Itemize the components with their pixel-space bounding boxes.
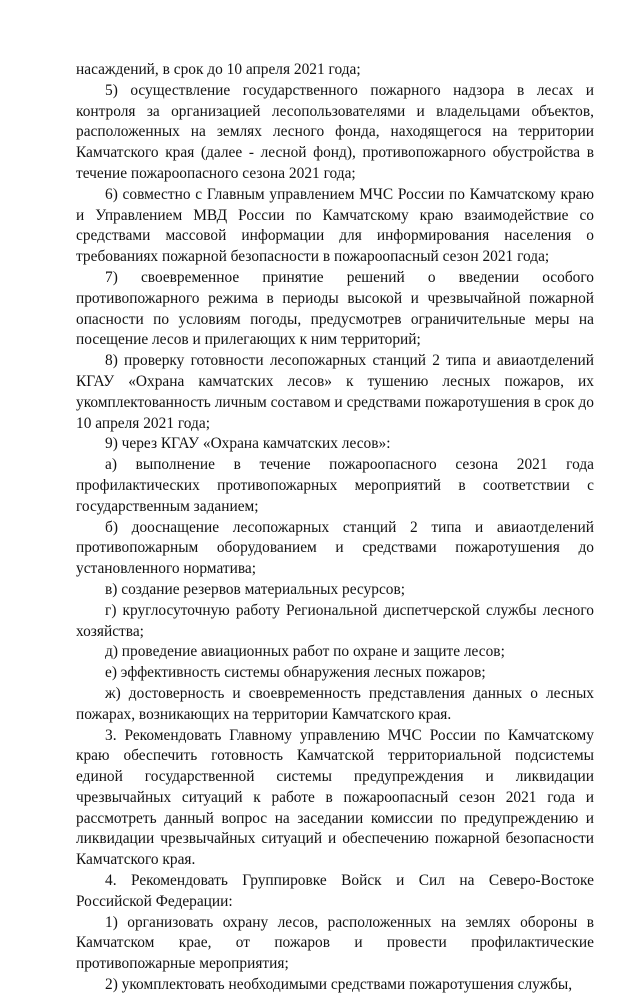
paragraph-subitem-v: в) создание резервов материальных ресурсов;: [105, 580, 406, 598]
paragraph-item-9: 9) через КГАУ «Охрана камчатских лесов»:: [105, 435, 391, 453]
paragraph-item-8: 8) проверку готовности лесопожарных станций 2 типа и авиаотделений КГАУ «Охрана камчатских лесов» к тушению лесных пожаров, их укомплектованность личным составом и средствами пожаротушения в срок до 10 апреля 2021 года;: [76, 352, 594, 432]
paragraph-subitem-e: е) эффективность системы обнаружения лесных пожаров;: [105, 664, 486, 682]
paragraph-section-4-item-2: 2) укомплектовать необходимыми средствами пожаротушения службы,: [105, 976, 573, 994]
paragraph-section-4-item-1: 1) организовать охрану лесов, расположенных на землях обороны в Камчатском крае, от пожаров и провести профилактические противопожарные мероприятия;: [76, 913, 594, 973]
paragraph-section-3: 3. Рекомендовать Главному управлению МЧС России по Камчатскому краю обеспечить готовность Камчатской территориальной подсистемы единой государственной системы предупреждения и ликвидации чрезвычайных ситуаций к работе в пожароопасный сезон 2021 года и рассмотреть данный вопрос на заседании комиссии по предупреждению и ликвидации чрезвычайных ситуаций и обеспечению пожарной безопасности Камчатского края.: [76, 726, 594, 869]
paragraph-subitem-g: г) круглосуточную работу Региональной диспетчерской службы лесного хозяйства;: [76, 601, 594, 640]
paragraph-section-4: 4. Рекомендовать Группировке Войск и Сил на Северо-Востоке Российской Федерации:: [76, 872, 594, 910]
paragraph-item-6: 6) совместно с Главным управлением МЧС России по Камчатскому краю и Управлением МВД России по Камчатскому краю взаимодействие со средствами массовой информации для информирования населения о требованиях пожарной безопасности в пожароопасный сезон 2021 года;: [76, 185, 594, 266]
paragraph-item-5: 5) осуществление государственного пожарного надзора в лесах и контроля за организацией лесопользователями и владельцами объектов, расположенных на землях лесного фонда, находящегося на территории Камчатского края (далее - лесной фонд), противопожарного обустройства в течение пожароопасного сезона 2021 года;: [76, 81, 594, 182]
paragraph-subitem-d: д) проведение авиационных работ по охране и защите лесов;: [105, 643, 505, 661]
paragraph-subitem-a: а) выполнение в течение пожароопасного сезона 2021 года профилактических противопожарных мероприятий в соответствии с государственным заданием;: [76, 456, 594, 515]
paragraph-subitem-zh: ж) достоверность и своевременность представления данных о лесных пожарах, возникающих на территории Камчатского края.: [76, 684, 594, 723]
document-page: [76, 60, 594, 996]
paragraph-item-7: 7) своевременное принятие решений о введении особого противопожарного режима в периоды высокой и чрезвычайной пожарной опасности по условиям погоды, предусмотрев ограничительные меры на посещение лесов и прилегающих к ним территорий;: [76, 268, 594, 349]
paragraph-subitem-b: б) дооснащение лесопожарных станций 2 типа и авиаотделений противопожарным оборудованием и средствами пожаротушения до установленного норматива;: [76, 518, 594, 578]
paragraph-1: насаждений, в срок до 10 апреля 2021 года;: [76, 61, 361, 78]
